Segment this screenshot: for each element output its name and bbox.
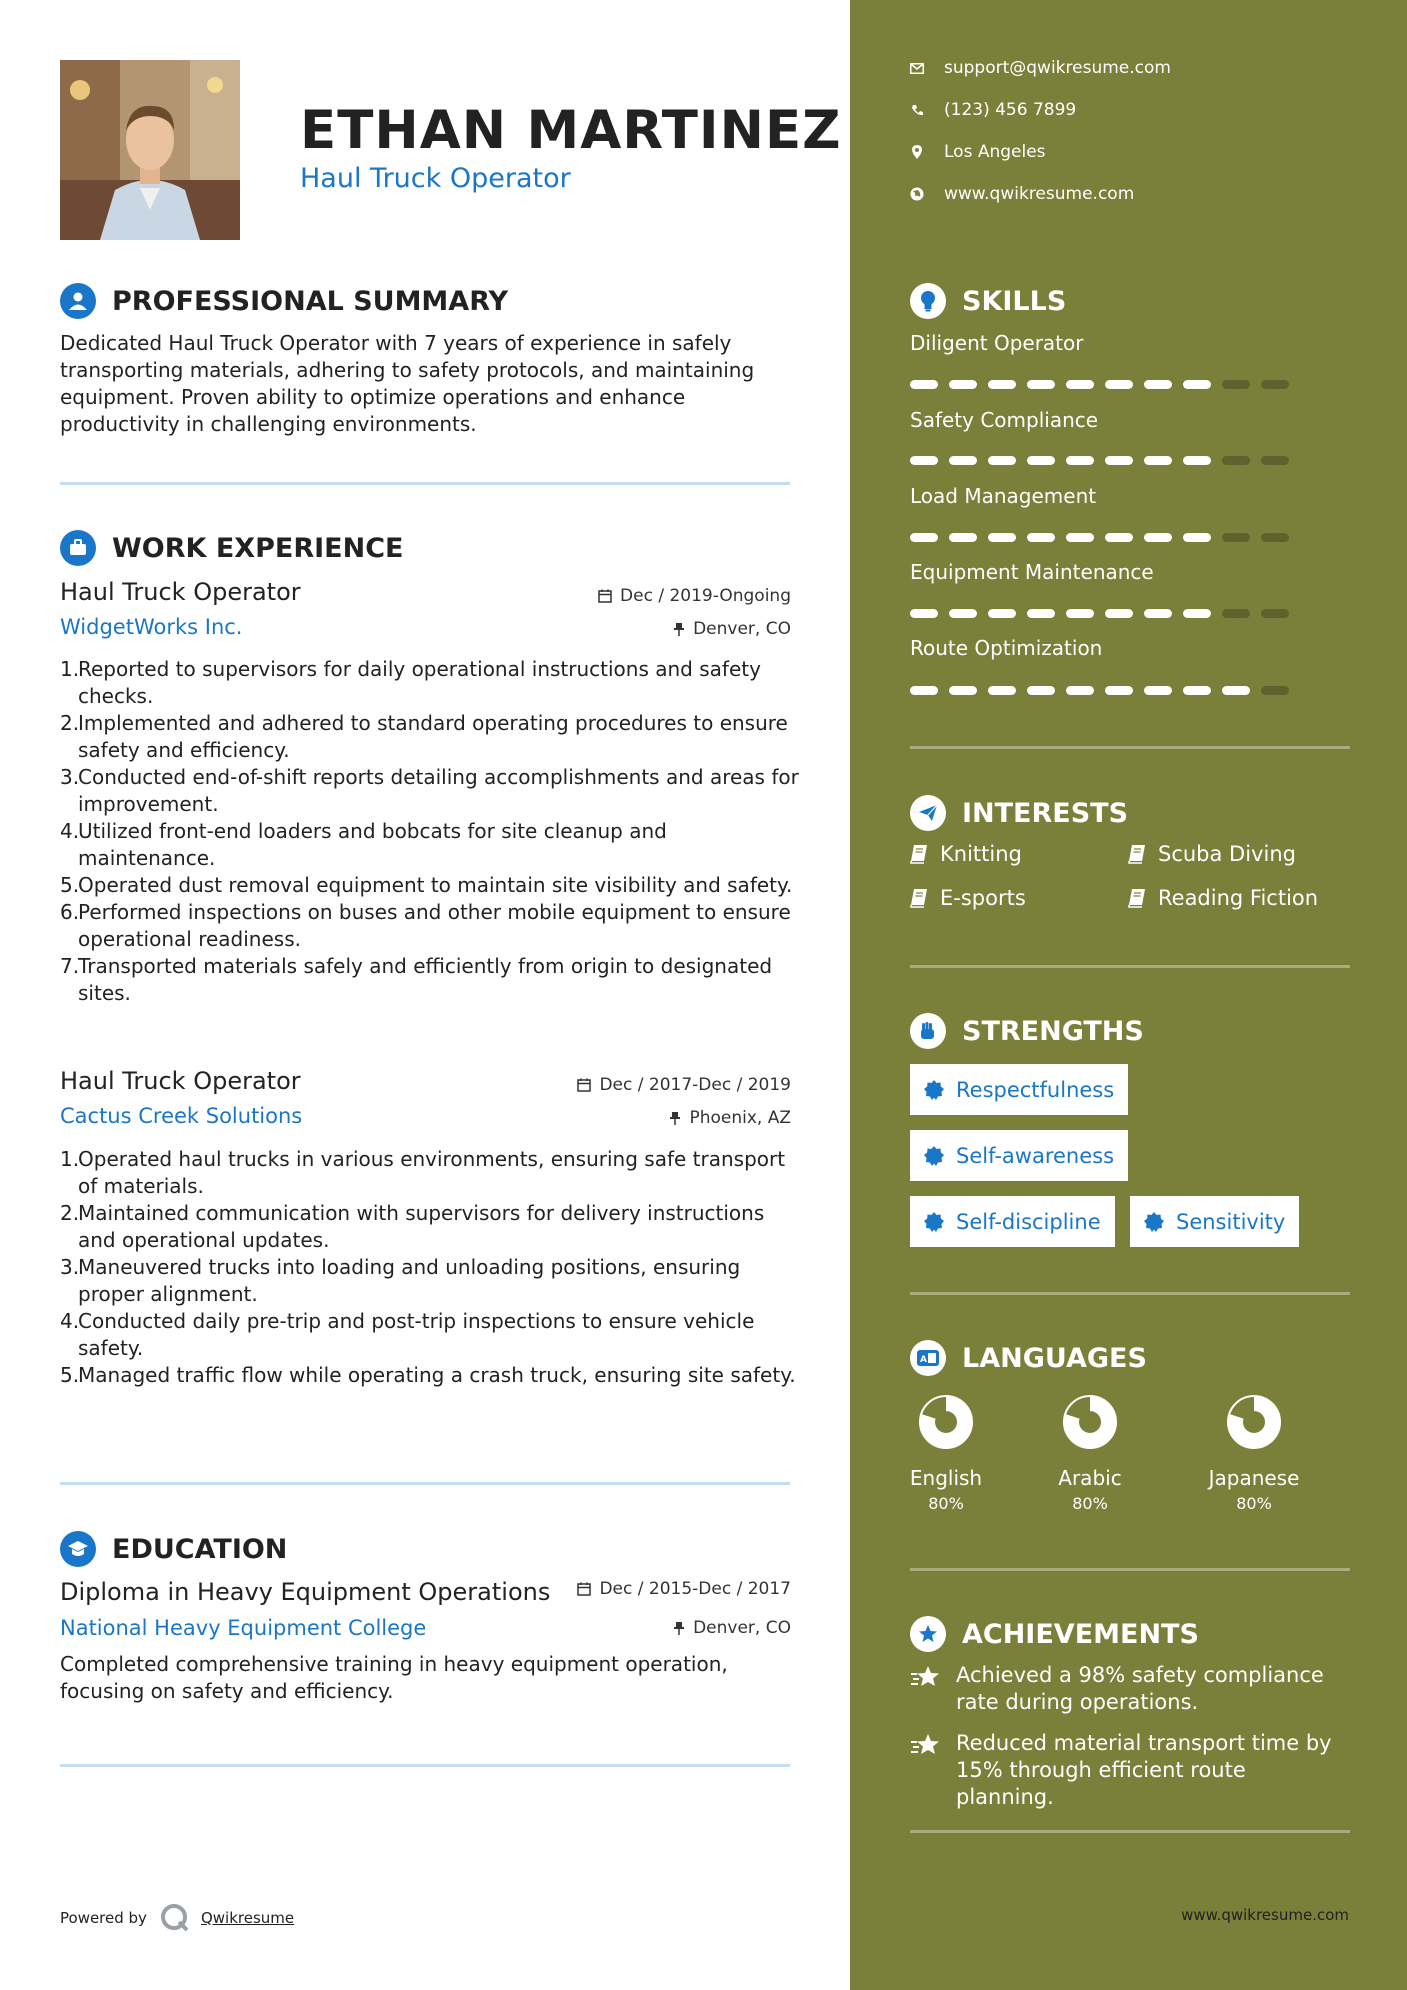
skill-level-dash-filled <box>949 380 977 389</box>
section-divider <box>910 1292 1350 1295</box>
list-item: 1. Reported to supervisors for daily operational instructions and safety checks. <box>60 657 761 708</box>
skill-level-dash-filled <box>1144 609 1172 618</box>
skill-level-dash-filled <box>910 533 938 542</box>
skill-name: Equipment Maintenance <box>910 560 1154 584</box>
skill-level-dash-empty <box>1222 533 1250 542</box>
skill-level-dash-empty <box>1222 456 1250 465</box>
contact-email-text[interactable]: support@qwikresume.com <box>944 58 1171 78</box>
skill-level-dash-filled <box>949 456 977 465</box>
list-item: 7. Transported materials safely and efficiently from origin to designated sites. <box>60 954 773 1005</box>
list-item: 3. Conducted end-of-shift reports detailing accomplishments and areas for improvement. <box>60 765 799 816</box>
skill-level-dash-empty <box>1261 609 1289 618</box>
calendar-icon <box>577 1078 591 1092</box>
job-task-list <box>60 656 800 1007</box>
book-icon <box>910 888 928 908</box>
translate-icon <box>910 1340 946 1376</box>
skill-level-bar <box>910 609 1300 618</box>
badge-icon <box>924 1212 944 1232</box>
job-location <box>669 1108 791 1128</box>
achievements-title: ACHIEVEMENTS <box>962 1618 1199 1650</box>
skill-level-dash-filled <box>1183 686 1211 695</box>
user-icon <box>60 283 96 319</box>
skill-level-dash-filled <box>949 533 977 542</box>
skill-level-dash-empty <box>1261 456 1289 465</box>
skill-level-dash-filled <box>1105 380 1133 389</box>
contact-email <box>910 58 1171 78</box>
skill-level-dash-filled <box>1027 533 1055 542</box>
job-date-text: Dec / 2017-Dec / 2019 <box>599 1075 791 1095</box>
list-item: 3. Maneuvered trucks into loading and unloading positions, ensuring proper alignment. <box>60 1255 741 1306</box>
section-divider <box>60 1764 790 1767</box>
section-divider <box>910 1568 1350 1571</box>
language-level-ring <box>1058 1390 1122 1454</box>
language-percent: 80% <box>1236 1494 1272 1513</box>
book-icon <box>1128 888 1146 908</box>
strength-badge: Self-discipline <box>910 1196 1115 1247</box>
skill-level-dash-filled <box>1144 380 1172 389</box>
skill-level-dash-empty <box>1222 380 1250 389</box>
badge-icon <box>924 1146 944 1166</box>
skill-level-dash-filled <box>1183 456 1211 465</box>
summary-heading <box>60 283 508 319</box>
skill-level-dash-filled <box>910 686 938 695</box>
summary-title: PROFESSIONAL SUMMARY <box>112 285 509 317</box>
star-icon <box>910 1732 942 1758</box>
contact-website-text[interactable]: www.qwikresume.com <box>944 184 1135 204</box>
skills-heading <box>910 283 1066 319</box>
section-divider <box>910 1830 1350 1833</box>
section-divider <box>910 965 1350 968</box>
strengths-heading <box>910 1013 1144 1049</box>
language-level-ring <box>1222 1390 1286 1454</box>
education-date-text: Dec / 2015-Dec / 2017 <box>599 1579 791 1599</box>
languages-heading <box>910 1340 1147 1376</box>
skill-level-dash-filled <box>910 380 938 389</box>
skill-level-dash-filled <box>1222 686 1250 695</box>
skill-level-dash-empty <box>1261 380 1289 389</box>
language-level-ring <box>914 1390 978 1454</box>
job-title: Haul Truck Operator <box>60 578 301 606</box>
skill-level-bar <box>910 380 1300 389</box>
calendar-icon <box>598 589 612 603</box>
skills-title: SKILLS <box>962 285 1067 317</box>
language-name: English <box>909 1466 983 1490</box>
list-item: 5. Managed traffic flow while operating a crash truck, ensuring site safety. <box>60 1363 796 1387</box>
qwikresume-logo-icon <box>159 1902 191 1934</box>
skill-level-dash-filled <box>988 380 1016 389</box>
candidate-name: ETHAN MARTINEZ <box>300 100 842 161</box>
strength-badge: Self-awareness <box>910 1130 1128 1181</box>
list-item: 5. Operated dust removal equipment to maintain site visibility and safety. <box>60 873 793 897</box>
skill-level-dash-filled <box>1183 380 1211 389</box>
star-icon <box>910 1664 942 1690</box>
sidebar <box>850 0 1407 1990</box>
education-title: EDUCATION <box>112 1533 288 1565</box>
skill-level-dash-filled <box>1183 609 1211 618</box>
section-divider <box>60 1482 790 1485</box>
skill-level-dash-filled <box>1027 686 1055 695</box>
graduation-cap-icon <box>60 1531 96 1567</box>
skill-level-dash-filled <box>1144 686 1172 695</box>
skill-level-dash-filled <box>1027 456 1055 465</box>
footer-website[interactable]: www.qwikresume.com <box>1181 1906 1349 1924</box>
summary-text: Dedicated Haul Truck Operator with 7 years of experience in safely transporting materials, adhering to safety protocols, and maintaining equipment. Proven ability to optimize operations and enhance productivity in challenging environments. <box>60 331 755 436</box>
skill-level-bar <box>910 533 1300 542</box>
language-ring-hole <box>935 1411 957 1433</box>
languages-title: LANGUAGES <box>962 1342 1147 1374</box>
pin-icon <box>673 622 685 636</box>
skill-level-dash-filled <box>1144 456 1172 465</box>
achievement-item: Reduced material transport time by 15% through efficient route planning. <box>910 1730 1350 1811</box>
skill-level-dash-filled <box>988 456 1016 465</box>
language-name: Arabic <box>1058 1466 1122 1490</box>
pin-icon <box>673 1621 685 1635</box>
job-date <box>598 586 791 606</box>
job-date-text: Dec / 2019-Ongoing <box>620 586 791 606</box>
skill-level-dash-filled <box>1066 686 1094 695</box>
skill-level-dash-filled <box>1066 609 1094 618</box>
profile-photo <box>60 60 240 240</box>
list-item: 6. Performed inspections on buses and other mobile equipment to ensure operational readiness. <box>60 900 791 951</box>
pin-icon <box>669 1111 681 1125</box>
skill-level-dash-filled <box>910 456 938 465</box>
skill-level-bar <box>910 686 1300 695</box>
skill-level-dash-filled <box>1105 456 1133 465</box>
contact-location-text: Los Angeles <box>944 142 1046 162</box>
list-item: 2. Implemented and adhered to standard operating procedures to ensure safety and efficiency. <box>60 711 788 762</box>
skill-name: Route Optimization <box>910 636 1103 660</box>
skill-level-dash-filled <box>1027 380 1055 389</box>
map-marker-icon <box>910 145 924 159</box>
globe-icon <box>910 187 924 201</box>
contact-website <box>910 184 1134 204</box>
language-percent: 80% <box>928 1494 964 1513</box>
school-name: National Heavy Equipment College <box>60 1616 427 1640</box>
job-company: WidgetWorks Inc. <box>60 615 243 639</box>
badge-icon <box>1144 1212 1164 1232</box>
powered-by-label: Powered by <box>60 1909 147 1927</box>
achievements-heading <box>910 1616 1199 1652</box>
strength-badge: Sensitivity <box>1130 1196 1299 1247</box>
trophy-star-icon <box>910 1616 946 1652</box>
language-name: Japanese <box>1208 1466 1300 1490</box>
list-item: 4. Utilized front-end loaders and bobcats for site cleanup and maintenance. <box>60 819 667 870</box>
language-ring-hole <box>1079 1411 1101 1433</box>
paper-plane-icon <box>910 795 946 831</box>
phone-icon <box>910 104 924 117</box>
language-ring-hole <box>1243 1411 1265 1433</box>
skill-level-dash-empty <box>1261 686 1289 695</box>
job-location <box>673 619 791 639</box>
contact-location <box>910 142 1046 162</box>
interests-heading <box>910 795 1128 831</box>
skill-name: Safety Compliance <box>910 408 1099 432</box>
lightbulb-icon <box>910 283 946 319</box>
skill-level-dash-filled <box>1066 533 1094 542</box>
skill-level-dash-filled <box>988 533 1016 542</box>
interest-item: Knitting <box>910 842 1022 866</box>
interest-item: Reading Fiction <box>1128 886 1318 910</box>
skill-level-bar <box>910 456 1300 465</box>
language-item <box>886 1390 1006 1513</box>
strength-badge: Respectfulness <box>910 1064 1128 1115</box>
experience-title: WORK EXPERIENCE <box>112 532 404 564</box>
achievement-item: Achieved a 98% safety compliance rate during operations. <box>910 1662 1350 1716</box>
book-icon <box>1128 844 1146 864</box>
contact-phone <box>910 100 1076 120</box>
education-text: Completed comprehensive training in heavy equipment operation, focusing on safety and efficiency. <box>60 1652 728 1703</box>
skill-level-dash-filled <box>910 609 938 618</box>
job-title: Haul Truck Operator <box>60 1067 301 1095</box>
powered-by <box>60 1902 294 1934</box>
skill-level-dash-empty <box>1261 533 1289 542</box>
skill-level-dash-filled <box>1027 609 1055 618</box>
job-date <box>577 1075 791 1095</box>
education-location <box>673 1618 791 1638</box>
experience-heading <box>60 530 403 566</box>
skill-level-dash-filled <box>1105 609 1133 618</box>
qwikresume-link[interactable]: Qwikresume <box>200 1909 295 1927</box>
strengths-title: STRENGTHS <box>962 1015 1144 1047</box>
skill-level-dash-filled <box>1066 456 1094 465</box>
job-location-text: Phoenix, AZ <box>689 1108 791 1128</box>
list-item: 4. Conducted daily pre-trip and post-trip inspections to ensure vehicle safety. <box>60 1309 755 1360</box>
fist-icon <box>910 1013 946 1049</box>
skill-level-dash-filled <box>988 686 1016 695</box>
list-item: 2. Maintained communication with supervisors for delivery instructions and operational updates. <box>60 1201 765 1252</box>
calendar-icon <box>577 1582 591 1596</box>
interest-item: Scuba Diving <box>1128 842 1296 866</box>
section-divider <box>60 482 790 485</box>
skill-level-dash-filled <box>949 609 977 618</box>
envelope-icon <box>910 63 924 74</box>
job-location-text: Denver, CO <box>693 619 791 639</box>
skill-name: Diligent Operator <box>910 331 1084 355</box>
language-percent: 80% <box>1072 1494 1108 1513</box>
skill-level-dash-filled <box>1105 686 1133 695</box>
education-heading <box>60 1531 287 1567</box>
education-location-text: Denver, CO <box>693 1618 791 1638</box>
skill-level-dash-filled <box>1066 380 1094 389</box>
interests-title: INTERESTS <box>962 797 1129 829</box>
badge-icon <box>924 1080 944 1100</box>
interest-item: E-sports <box>910 886 1026 910</box>
language-item <box>1194 1390 1314 1513</box>
book-icon <box>910 844 928 864</box>
skill-level-dash-filled <box>1183 533 1211 542</box>
list-item: 1. Operated haul trucks in various environments, ensuring safe transport of materials. <box>60 1147 786 1198</box>
language-item <box>1030 1390 1150 1513</box>
job-task-list <box>60 1146 800 1389</box>
candidate-role: Haul Truck Operator <box>300 163 571 194</box>
skill-level-dash-filled <box>1144 533 1172 542</box>
skill-level-dash-filled <box>949 686 977 695</box>
skill-name: Load Management <box>910 484 1097 508</box>
education-date <box>577 1579 791 1599</box>
job-company: Cactus Creek Solutions <box>60 1104 303 1128</box>
contact-phone-text: (123) 456 7899 <box>944 100 1077 120</box>
degree-title: Diploma in Heavy Equipment Operations <box>60 1578 551 1606</box>
section-divider <box>910 746 1350 749</box>
briefcase-icon <box>60 530 96 566</box>
skill-level-dash-filled <box>1105 533 1133 542</box>
svg-text:A: A <box>920 1355 927 1365</box>
skill-level-dash-empty <box>1222 609 1250 618</box>
skill-level-dash-filled <box>988 609 1016 618</box>
